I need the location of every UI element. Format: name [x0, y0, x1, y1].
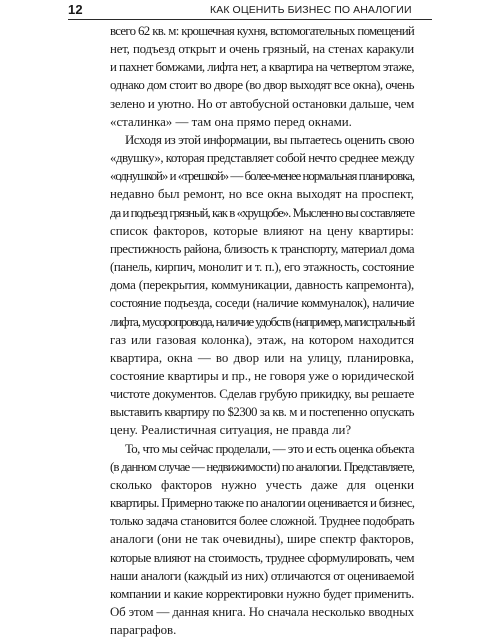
text-line: недавно был ремонт, но все окна выходят на проспект, — [110, 187, 414, 202]
text-line: наши аналоги (каждый из них) отличаются от оцениваемой — [110, 568, 414, 583]
text-line: (в данном случае — недвижимости) по аналогии. Представляете, — [110, 459, 414, 474]
text-line: список факторов, которые влияют на цену квартиры: — [110, 223, 414, 238]
text-line: однако дом стоит во дворе (во двор выходят все окна), очень — [110, 78, 414, 93]
text-line: состояние квартиры и пр., не говоря уже о юридической — [110, 368, 414, 383]
text-line: Об этом — данная книга. Но сначала несколько вводных — [110, 605, 414, 619]
text-line: сколько факторов нужно учесть даже для оценки — [110, 477, 414, 492]
text-line: квартиры. Примерно также по аналогии оценивается и бизнес, — [110, 496, 415, 511]
text-line: зелено и уютно. Но от автобусной остановки дальше, чем — [110, 96, 414, 111]
text-line: лифта, мусоропровода, наличие удобств (например, магистральный — [110, 314, 415, 329]
text-line: То, что мы сейчас проделали, — это и есть оценка объекта — [125, 441, 414, 456]
text-line: которые влияют на стоимость, труднее сформулировать, чем — [110, 550, 414, 565]
text-line: только задача становится более сложной. Труднее подобрать — [110, 514, 415, 529]
text-line: да и подъезд грязный, как в «хрущобе». Мысленно вы составляете — [110, 205, 415, 220]
text-line: всего 62 кв. м: крошечная кухня, вспомогательных помещений — [110, 24, 414, 38]
text-line: квартира, окна — во двор или на улицу, планировка, — [110, 350, 414, 365]
text-line: Исходя из этой информации, вы пытаетесь оценить свою — [125, 132, 414, 147]
text-line: газ или газовая колонка), этаж, на котором находится — [110, 332, 414, 347]
body-text — [110, 22, 414, 639]
page-number: 12 — [68, 2, 83, 17]
text-line: дома (перекрытия, коммуникации, давность капремонта), — [110, 278, 414, 293]
text-line: цену. Реалистичная ситуация, не правда ли? — [110, 423, 352, 438]
page-header — [0, 0, 500, 22]
text-line: состояние подъезда, соседи (наличие коммуналок), наличие — [110, 296, 414, 311]
text-line: нет, подъезд открыт и очень грязный, на стенах каракули — [110, 42, 414, 57]
text-line: параграфов. — [110, 623, 177, 638]
text-line: и пахнет бомжами, лифта нет, а квартира на четвертом этаже, — [110, 60, 414, 75]
header-rule — [68, 19, 432, 20]
text-line: престижность района, близость к транспорту, материал дома — [110, 241, 414, 256]
running-head: КАК ОЦЕНИТЬ БИЗНЕС ПО АНАЛОГИИ — [210, 4, 412, 16]
text-line: «сталинка» — там она прямо перед окнами. — [110, 114, 352, 129]
text-line: компании и какие корректировки нужно будет применить. — [110, 586, 414, 601]
text-line: аналоги (они не так очевидны), шире спектр факторов, — [110, 532, 414, 547]
text-line: чистоте документов. Сделав грубую прикидку, вы решаете — [110, 387, 414, 402]
text-line: выставить квартиру по $2300 за кв. м и постепенно опускать — [110, 405, 414, 420]
text-line: (панель, кирпич, монолит и т. п.), его этажность, состояние — [110, 260, 414, 275]
text-line: «однушкой» и «трешкой» — более-менее нормальная планировка, — [110, 169, 414, 184]
text-line: «двушку», которая представляет собой нечто среднее между — [110, 151, 415, 166]
